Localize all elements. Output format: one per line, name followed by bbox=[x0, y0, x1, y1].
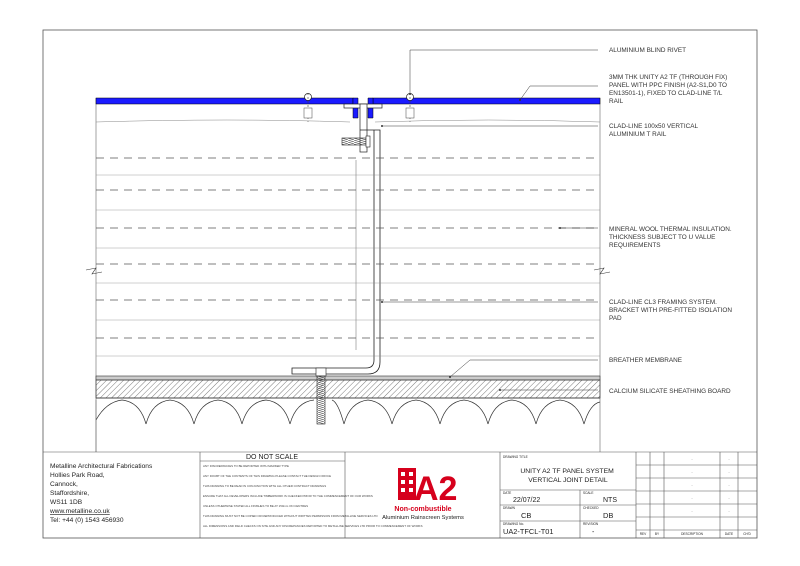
callout-rivet: ALUMINIUM BLIND RIVET bbox=[609, 47, 687, 54]
date-value: 22/07/22 bbox=[513, 497, 541, 504]
drawing-title-label: DRAWING TITLE bbox=[503, 455, 528, 459]
drawing-title: UNITY A2 TF PANEL SYSTEM VERTICAL JOINT DETAIL bbox=[520, 468, 614, 484]
screw-top bbox=[342, 136, 370, 147]
callout-membrane: BREATHER MEMBRANE bbox=[609, 357, 683, 364]
logo-tagline: Non-combustible bbox=[394, 506, 452, 513]
svg-text:CH'D: CH'D bbox=[743, 532, 751, 536]
scale-value: NTS bbox=[603, 497, 617, 504]
revision-value: - bbox=[592, 529, 595, 536]
a2-logo bbox=[382, 468, 464, 521]
left-panel bbox=[96, 98, 353, 104]
svg-text:-: - bbox=[691, 495, 693, 500]
callout-panel: 3MM THK UNITY A2 TF (THROUGH FIX) PANEL WITH PPC FINISH (A2-S1,D0 TO EN13501-1), FIXED TO CLAD-LINE T/L RAIL bbox=[609, 74, 728, 105]
checked-label: CHECKED bbox=[583, 506, 599, 510]
svg-text:-: - bbox=[691, 508, 693, 513]
notes-list: ANY DISCREPANCIES TO BE REPORTED WITH MARKER TYPE ANY DOUBT OF THE CONTENTS OF THIS DRAWING PLEASE CONTACT THE DESIGN OFFICE THIS DRAWING TO BE READ IN CONJUNCTION WITH ALL OTHER CONTRACT DRAWINGS ENSURE THAT ALL DEVELOPERS INCLUDE TIMBERWORK IS CHECKED PRIOR TO THE COMMENCEMENT OF OUR WORKS UNLESS OTHERWISE STATED ALL FINISHES TO BE AT 150mm ON CENTRES THIS DRAWING MUST NOT BE COPIED OR REPRODUCED WITHOUT WRITTEN PERMISSION FROM METALLINE SERVICES LTD ALL DIMENSIONS AND FIELD CHECKS ON SITE AND ANY DISCREPANCIES REPORTED TO METALLINE SERVICES LTD PRIOR TO COMMENCEMENT OF WORKS bbox=[203, 464, 423, 528]
substrate bbox=[96, 398, 600, 424]
breather-membrane bbox=[96, 376, 600, 380]
svg-text:DESCRIPTION: DESCRIPTION bbox=[681, 532, 703, 536]
svg-text:-: - bbox=[728, 508, 730, 513]
detail-drawing bbox=[86, 93, 610, 452]
svg-text:-: - bbox=[728, 482, 730, 487]
company-address: Metalline Architectural Fabrications Hollies Park Road, Cannock, Staffordshire, WS11 1DB www.metalline.co.uk Tel: +44 (0) 1543 456930 bbox=[50, 463, 153, 524]
svg-text:-: - bbox=[691, 469, 693, 474]
rivet-right bbox=[406, 93, 414, 122]
callout-board: CALCIUM SILICATE SHEATHING BOARD bbox=[609, 388, 731, 395]
callout-bracket: CLAD-LINE CL3 FRAMING SYSTEM. BRACKET WITH PRE-FITTED ISOLATION PAD bbox=[609, 299, 732, 322]
date-label: DATE bbox=[503, 491, 512, 495]
revision-headers bbox=[640, 532, 752, 536]
svg-text:BY: BY bbox=[654, 532, 660, 536]
svg-text:-: - bbox=[728, 456, 730, 461]
logo-mark: A2 bbox=[414, 470, 458, 508]
drawing-no-value: UA2-TFCL-T01 bbox=[503, 527, 554, 536]
callout-arrowheads bbox=[381, 93, 561, 391]
scale-label: SCALE bbox=[583, 491, 594, 495]
notes-heading: DO NOT SCALE bbox=[246, 454, 298, 461]
drawn-value: CB bbox=[521, 511, 532, 520]
revision-dashes bbox=[691, 456, 730, 513]
break-mark-left bbox=[86, 268, 102, 274]
logo-subtitle: Aluminium Rainscreen Systems bbox=[382, 515, 464, 521]
svg-text:DATE: DATE bbox=[724, 532, 734, 536]
svg-text:-: - bbox=[691, 456, 693, 461]
svg-text:-: - bbox=[728, 469, 730, 474]
break-mark-right bbox=[594, 268, 610, 274]
insulation-layer bbox=[96, 158, 600, 356]
sheathing-board bbox=[96, 380, 600, 398]
checked-value: DB bbox=[603, 511, 614, 520]
callout-rail: CLAD-LINE 100x50 VERTICAL ALUMINIUM T RAIL bbox=[609, 123, 698, 138]
revision-label: REVISION bbox=[583, 522, 599, 526]
svg-text:REV: REV bbox=[639, 532, 647, 536]
rivet-left bbox=[304, 93, 312, 122]
svg-text:-: - bbox=[691, 482, 693, 487]
drawing-no-label: DRAWING No. bbox=[503, 522, 525, 526]
svg-text:-: - bbox=[728, 495, 730, 500]
bracket bbox=[292, 130, 380, 374]
drawn-label: DRAWN bbox=[503, 506, 515, 510]
callout-insulation: MINERAL WOOL THERMAL INSULATION. THICKNESS SUBJECT TO U VALUE REQUIREMENTS bbox=[609, 226, 732, 249]
